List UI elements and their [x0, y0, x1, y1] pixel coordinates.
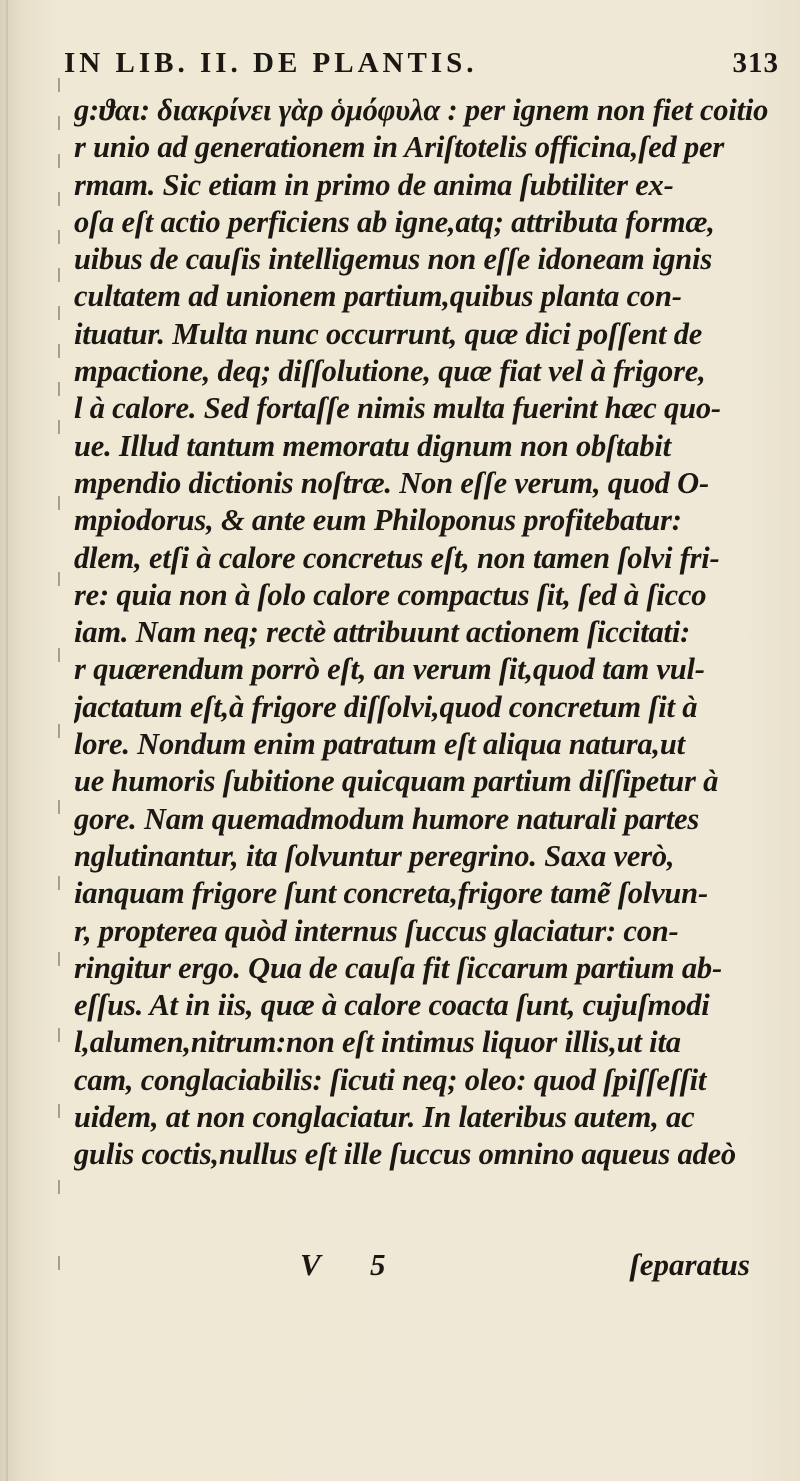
text-line: gulis coctis,nullus eſt ille ſuccus omnino aqueus adeò	[74, 1137, 736, 1172]
text-line: ituatur. Multa nunc occurrunt, quæ dici poſſent de	[74, 316, 703, 351]
margin-mark	[58, 572, 66, 586]
text-line: dlem, etſi à calore concretus eſt, non tamen ſolvi fri-	[74, 540, 720, 575]
running-head: IN LIB. II. DE PLANTIS.	[64, 47, 478, 79]
margin-mark	[58, 496, 66, 510]
text-line: r unio ad generationem in Ariſtotelis officina,ſed per	[74, 130, 725, 165]
text-line: gore. Nam quemadmodum humore naturali partes	[74, 801, 700, 836]
margin-mark	[58, 154, 66, 168]
margin-mark	[58, 648, 66, 662]
text-line: uibus de cauſis intelligemus non eſſe idoneam ignis	[74, 242, 712, 277]
margin-mark	[58, 1180, 66, 1194]
margin-mark	[58, 230, 66, 244]
text-line: nglutinantur, ita ſolvuntur peregrino. Saxa verò,	[74, 838, 675, 873]
margin-mark	[58, 382, 66, 396]
page-footer	[300, 1247, 750, 1287]
text-line: iam. Nam neq; rectè attribuunt actionem ſiccitati:	[74, 615, 691, 650]
text-line: l,alumen,nitrum:non eſt intimus liquor illis,ut ita	[74, 1025, 681, 1060]
margin-mark	[58, 800, 66, 814]
page-number: 313	[732, 47, 779, 79]
text-line: r, propterea quòd internus ſuccus glaciatur: con-	[74, 913, 679, 948]
text-line: ringitur ergo. Qua de cauſa fit ſiccarum partium ab-	[74, 950, 722, 985]
text-line: ɡ:ϑαι: διακρίνει γὰρ ὁμόφυλα : per ignem non fiet coitio	[74, 93, 769, 127]
margin-mark	[58, 192, 66, 206]
text-line: oſa eſt actio perficiens ab igne,atq; attributa formæ,	[74, 204, 715, 239]
text-line: eſſus. At in iis, quæ à calore coacta ſunt, cujuſmodi	[74, 988, 710, 1023]
text-line: re: quia non à ſolo calore compactus ſit, ſed à ſicco	[74, 577, 707, 612]
margin-mark	[58, 952, 66, 966]
margin-mark	[58, 724, 66, 738]
margin-mark	[58, 876, 66, 890]
catchword: ſeparatus	[629, 1247, 750, 1282]
text-line: mpendio dictionis noſtræ. Non eſſe verum, quod O-	[74, 465, 709, 500]
page-header	[64, 47, 779, 87]
text-line: rmam. Sic etiam in primo de anima ſubtiliter ex-	[74, 167, 674, 202]
margin-mark	[58, 116, 66, 130]
gutter-shadow	[6, 0, 8, 1481]
text-line: lore. Nondum enim patratum eſt aliqua natura,ut	[74, 727, 685, 762]
margin-mark	[58, 1104, 66, 1118]
text-line: ue. Illud tantum memoratu dignum non obſtabit	[74, 428, 671, 463]
text-line: mpiodorus, & ante eum Philoponus profitebatur:	[74, 503, 682, 538]
margin-mark	[58, 1256, 66, 1270]
signature-mark: V	[300, 1247, 321, 1282]
margin-mark	[58, 344, 66, 358]
left-margin-bleed-marks	[58, 78, 70, 1368]
margin-mark	[58, 306, 66, 320]
margin-mark	[58, 268, 66, 282]
text-line: ianquam frigore ſunt concreta,frigore tamẽ ſolvun-	[74, 876, 708, 911]
text-line: r quærendum porrò eſt, an verum ſit,quod tam vul-	[74, 652, 705, 687]
margin-mark	[58, 420, 66, 434]
body-text	[74, 92, 784, 1174]
signature-number: 5	[370, 1247, 386, 1282]
text-line: uidem, at non conglaciatur. In lateribus autem, ac	[74, 1100, 695, 1135]
margin-mark	[58, 1028, 66, 1042]
text-line: cultatem ad unionem partium,quibus planta con-	[74, 279, 682, 314]
text-line: cam, conglaciabilis: ſicuti neq; oleo: quod ſpiſſeſſit	[74, 1062, 707, 1097]
text-line: mpactione, deq; diſſolutione, quæ fiat vel à frigore,	[74, 354, 706, 389]
text-line: jactatum eſt,à frigore diſſolvi,quod concretum ſit à	[74, 689, 698, 724]
text-line: l à calore. Sed fortaſſe nimis multa fuerint hæc quo-	[74, 391, 721, 426]
text-line: ue humoris ſubitione quicquam partium diſſipetur à	[74, 764, 719, 799]
